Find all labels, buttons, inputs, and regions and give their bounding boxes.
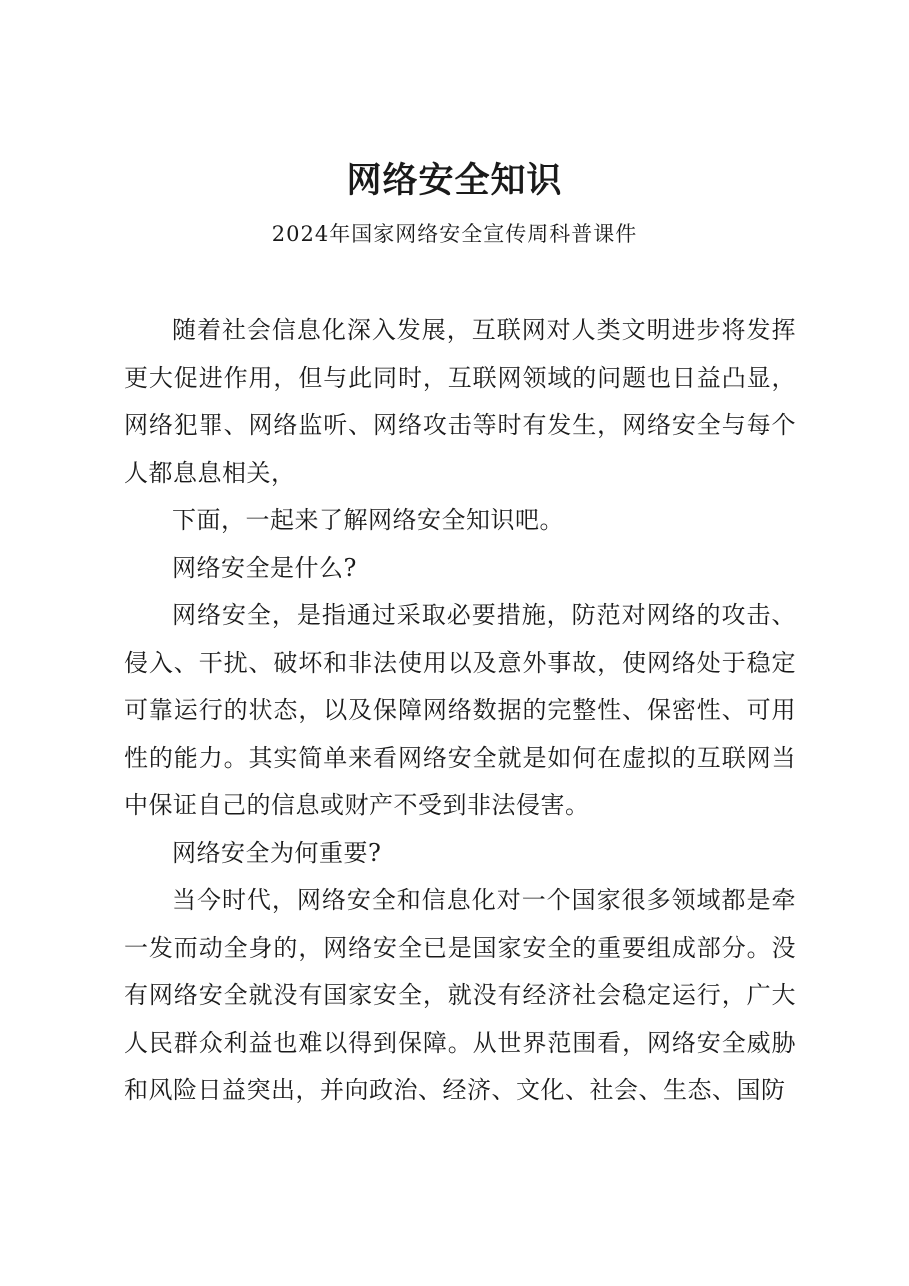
question-why-important: 网络安全为何重要?	[172, 838, 382, 867]
document-title: 网络安全知识	[346, 160, 563, 201]
paragraph-intro: 随着社会信息化深入发展，互联网对人类文明进步将发挥更大促进作用，但与此同时，互联网领域的问题也日益凸显，网络犯罪、网络监听、网络攻击等时有发生，网络安全与每个人都息息相关，	[124, 316, 796, 487]
paragraph-definition: 网络安全，是指通过采取必要措施，防范对网络的攻击、侵入、干扰、破坏和非法使用以及意外事故，使网络处于稳定可靠运行的状态，以及保障网络数据的完整性、保密性、可用性的能力。其实简单来看网络安全就是如何在虚拟的互联网当中保证自己的信息或财产不受到非法侵害。	[124, 601, 796, 819]
question-what-is: 网络安全是什么?	[172, 553, 357, 582]
document-subtitle: 2024年国家网络安全宣传周科普课件	[271, 222, 638, 246]
paragraph-lead-in: 下面，一起来了解网络安全知识吧。	[172, 506, 564, 534]
paragraph-importance: 当今时代，网络安全和信息化对一个国家很多领域都是牵一发而动全身的，网络安全已是国家安全的重要组成部分。没有网络安全就没有国家安全，就没有经济社会稳定运行，广大人民群众利益也难以得到保障。从世界范围看，网络安全威胁和风险日益突出，并向政治、经济、文化、社会、生态、国防	[124, 886, 796, 1104]
document-body	[124, 307, 796, 1115]
